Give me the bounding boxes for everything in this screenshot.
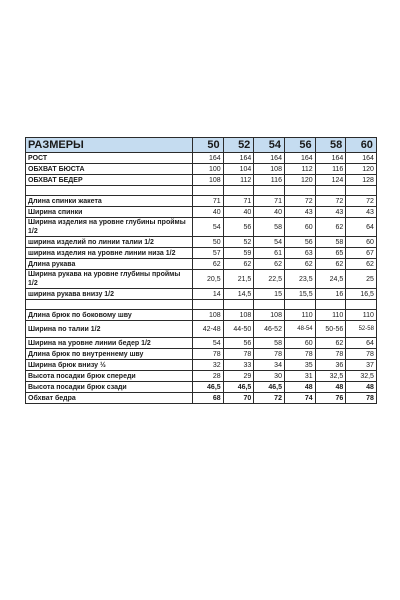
measurement-value: 72 [284, 196, 315, 207]
measurement-value: 164 [284, 153, 315, 164]
measurement-value: 60 [284, 218, 315, 237]
spacer-row [26, 186, 377, 196]
measurement-value: 108 [223, 310, 254, 321]
spacer-cell [26, 300, 193, 310]
measurement-value: 64 [346, 218, 377, 237]
measurement-value: 74 [284, 393, 315, 404]
measurement-value: 70 [223, 393, 254, 404]
measurement-value: 78 [254, 349, 285, 360]
measurement-value: 71 [223, 196, 254, 207]
measurement-value: 110 [315, 310, 346, 321]
spacer-cell [284, 300, 315, 310]
measurement-value: 104 [223, 164, 254, 175]
spacer-cell [193, 186, 224, 196]
measurement-label: Ширина по талии 1/2 [26, 321, 193, 338]
measurement-value: 164 [315, 153, 346, 164]
measurement-value: 52 [223, 237, 254, 248]
measurement-row [26, 196, 377, 207]
measurement-row [26, 371, 377, 382]
measurement-value: 43 [346, 207, 377, 218]
measurement-value: 14,5 [223, 289, 254, 300]
header-row [26, 138, 377, 153]
measurement-value: 62 [223, 259, 254, 270]
measurement-value: 23,5 [284, 270, 315, 289]
measurement-label: ОБХВАТ БЮСТА [26, 164, 193, 175]
spacer-cell [223, 186, 254, 196]
measurement-value: 64 [346, 338, 377, 349]
measurement-row [26, 207, 377, 218]
measurement-label: Ширина на уровне линии бедер 1/2 [26, 338, 193, 349]
measurement-value: 21,5 [223, 270, 254, 289]
measurement-value: 54 [193, 218, 224, 237]
measurement-value: 164 [223, 153, 254, 164]
measurement-value: 58 [254, 338, 285, 349]
measurement-row [26, 360, 377, 371]
measurement-value: 56 [223, 338, 254, 349]
measurement-value: 65 [315, 248, 346, 259]
measurement-value: 57 [193, 248, 224, 259]
spacer-cell [346, 300, 377, 310]
measurement-value: 62 [315, 338, 346, 349]
measurement-value: 62 [193, 259, 224, 270]
size-header-cell: 52 [223, 138, 254, 153]
measurement-value: 43 [284, 207, 315, 218]
measurement-label: Длина спинки жакета [26, 196, 193, 207]
measurement-value: 78 [284, 349, 315, 360]
measurement-row [26, 270, 377, 289]
measurement-value: 110 [346, 310, 377, 321]
measurement-value: 28 [193, 371, 224, 382]
measurement-value: 60 [346, 237, 377, 248]
measurement-label: ширина рукава внизу 1/2 [26, 289, 193, 300]
measurement-value: 56 [223, 218, 254, 237]
measurement-value: 15 [254, 289, 285, 300]
spacer-cell [284, 186, 315, 196]
measurement-value: 46,5 [223, 382, 254, 393]
spacer-cell [223, 300, 254, 310]
measurement-label: Ширина брюк внизу ½ [26, 360, 193, 371]
measurement-row [26, 310, 377, 321]
measurement-value: 33 [223, 360, 254, 371]
measurement-value: 54 [254, 237, 285, 248]
measurement-value: 78 [223, 349, 254, 360]
measurement-value: 50-56 [315, 321, 346, 338]
measurement-label: Ширина изделия на уровне глубины проймы 1/2 [26, 218, 193, 237]
measurement-value: 16 [315, 289, 346, 300]
measurement-value: 58 [315, 237, 346, 248]
size-header-cell: 58 [315, 138, 346, 153]
measurement-value: 40 [254, 207, 285, 218]
measurement-value: 52-58 [346, 321, 377, 338]
header-label: РАЗМЕРЫ [26, 138, 193, 153]
measurement-row [26, 338, 377, 349]
measurement-value: 112 [284, 164, 315, 175]
measurement-value: 46,5 [193, 382, 224, 393]
measurement-label: РОСТ [26, 153, 193, 164]
measurement-row [26, 321, 377, 338]
measurement-value: 24,5 [315, 270, 346, 289]
measurement-value: 46-52 [254, 321, 285, 338]
measurement-value: 62 [315, 259, 346, 270]
measurement-value: 58 [254, 218, 285, 237]
measurement-value: 35 [284, 360, 315, 371]
measurement-value: 108 [254, 310, 285, 321]
measurement-value: 40 [193, 207, 224, 218]
measurement-value: 48 [346, 382, 377, 393]
measurement-value: 68 [193, 393, 224, 404]
measurement-row [26, 289, 377, 300]
measurement-value: 116 [254, 175, 285, 186]
measurement-value: 54 [193, 338, 224, 349]
measurement-row [26, 218, 377, 237]
size-header-cell: 56 [284, 138, 315, 153]
measurement-value: 48 [315, 382, 346, 393]
measurement-value: 78 [346, 349, 377, 360]
measurement-value: 72 [315, 196, 346, 207]
measurement-label: Ширина рукава на уровне глубины проймы 1/2 [26, 270, 193, 289]
measurement-value: 108 [193, 310, 224, 321]
measurement-value: 32,5 [315, 371, 346, 382]
measurement-value: 61 [254, 248, 285, 259]
measurement-value: 22,5 [254, 270, 285, 289]
measurement-value: 42-48 [193, 321, 224, 338]
measurement-label: ОБХВАТ БЕДЕР [26, 175, 193, 186]
measurement-value: 71 [254, 196, 285, 207]
measurement-value: 63 [284, 248, 315, 259]
measurement-value: 76 [315, 393, 346, 404]
measurement-label: Обхват бедра [26, 393, 193, 404]
measurement-value: 59 [223, 248, 254, 259]
measurement-value: 78 [346, 393, 377, 404]
measurement-value: 15,5 [284, 289, 315, 300]
spacer-cell [26, 186, 193, 196]
measurement-value: 100 [193, 164, 224, 175]
spacer-row [26, 300, 377, 310]
measurement-value: 124 [315, 175, 346, 186]
measurement-row [26, 237, 377, 248]
measurement-value: 72 [254, 393, 285, 404]
measurement-label: Высота посадки брюк спереди [26, 371, 193, 382]
size-header-cell: 50 [193, 138, 224, 153]
measurement-value: 67 [346, 248, 377, 259]
measurement-label: ширина изделия на уровне линии низа 1/2 [26, 248, 193, 259]
measurement-label: Длина рукава [26, 259, 193, 270]
measurement-value: 40 [223, 207, 254, 218]
spacer-cell [254, 186, 285, 196]
measurement-row [26, 382, 377, 393]
measurement-value: 164 [346, 153, 377, 164]
measurement-row [26, 175, 377, 186]
measurement-row [26, 259, 377, 270]
spacer-cell [254, 300, 285, 310]
measurement-row [26, 248, 377, 259]
measurement-value: 29 [223, 371, 254, 382]
measurement-value: 20,5 [193, 270, 224, 289]
measurement-value: 16,5 [346, 289, 377, 300]
measurement-value: 14 [193, 289, 224, 300]
measurement-row [26, 393, 377, 404]
measurement-value: 78 [315, 349, 346, 360]
measurement-value: 37 [346, 360, 377, 371]
measurement-value: 78 [193, 349, 224, 360]
measurement-value: 108 [193, 175, 224, 186]
measurement-row [26, 349, 377, 360]
measurement-value: 48-54 [284, 321, 315, 338]
size-chart-table [25, 137, 377, 404]
measurement-value: 25 [346, 270, 377, 289]
size-header-cell: 54 [254, 138, 285, 153]
measurement-value: 44-50 [223, 321, 254, 338]
measurement-value: 48 [284, 382, 315, 393]
measurement-value: 36 [315, 360, 346, 371]
measurement-label: Ширина спинки [26, 207, 193, 218]
measurement-value: 72 [346, 196, 377, 207]
measurement-row [26, 153, 377, 164]
measurement-value: 50 [193, 237, 224, 248]
measurement-value: 46,5 [254, 382, 285, 393]
measurement-value: 32 [193, 360, 224, 371]
measurement-value: 164 [193, 153, 224, 164]
measurement-value: 62 [284, 259, 315, 270]
measurement-value: 120 [346, 164, 377, 175]
size-header-cell: 60 [346, 138, 377, 153]
measurement-value: 43 [315, 207, 346, 218]
measurement-value: 31 [284, 371, 315, 382]
spacer-cell [315, 186, 346, 196]
measurement-label: Длина брюк по боковому шву [26, 310, 193, 321]
measurement-value: 34 [254, 360, 285, 371]
measurement-value: 62 [254, 259, 285, 270]
measurement-value: 120 [284, 175, 315, 186]
measurement-value: 112 [223, 175, 254, 186]
spacer-cell [346, 186, 377, 196]
measurement-value: 116 [315, 164, 346, 175]
measurement-value: 108 [254, 164, 285, 175]
measurement-value: 128 [346, 175, 377, 186]
measurement-value: 60 [284, 338, 315, 349]
measurement-value: 110 [284, 310, 315, 321]
measurement-value: 62 [315, 218, 346, 237]
measurement-value: 30 [254, 371, 285, 382]
measurement-value: 164 [254, 153, 285, 164]
measurement-value: 32,5 [346, 371, 377, 382]
spacer-cell [315, 300, 346, 310]
measurement-value: 62 [346, 259, 377, 270]
measurement-row [26, 164, 377, 175]
spacer-cell [193, 300, 224, 310]
measurement-label: ширина изделий по линии талии 1/2 [26, 237, 193, 248]
measurement-value: 71 [193, 196, 224, 207]
measurement-value: 56 [284, 237, 315, 248]
measurement-label: Высота посадки брюк сзади [26, 382, 193, 393]
measurement-label: Длина брюк по внутреннему шву [26, 349, 193, 360]
